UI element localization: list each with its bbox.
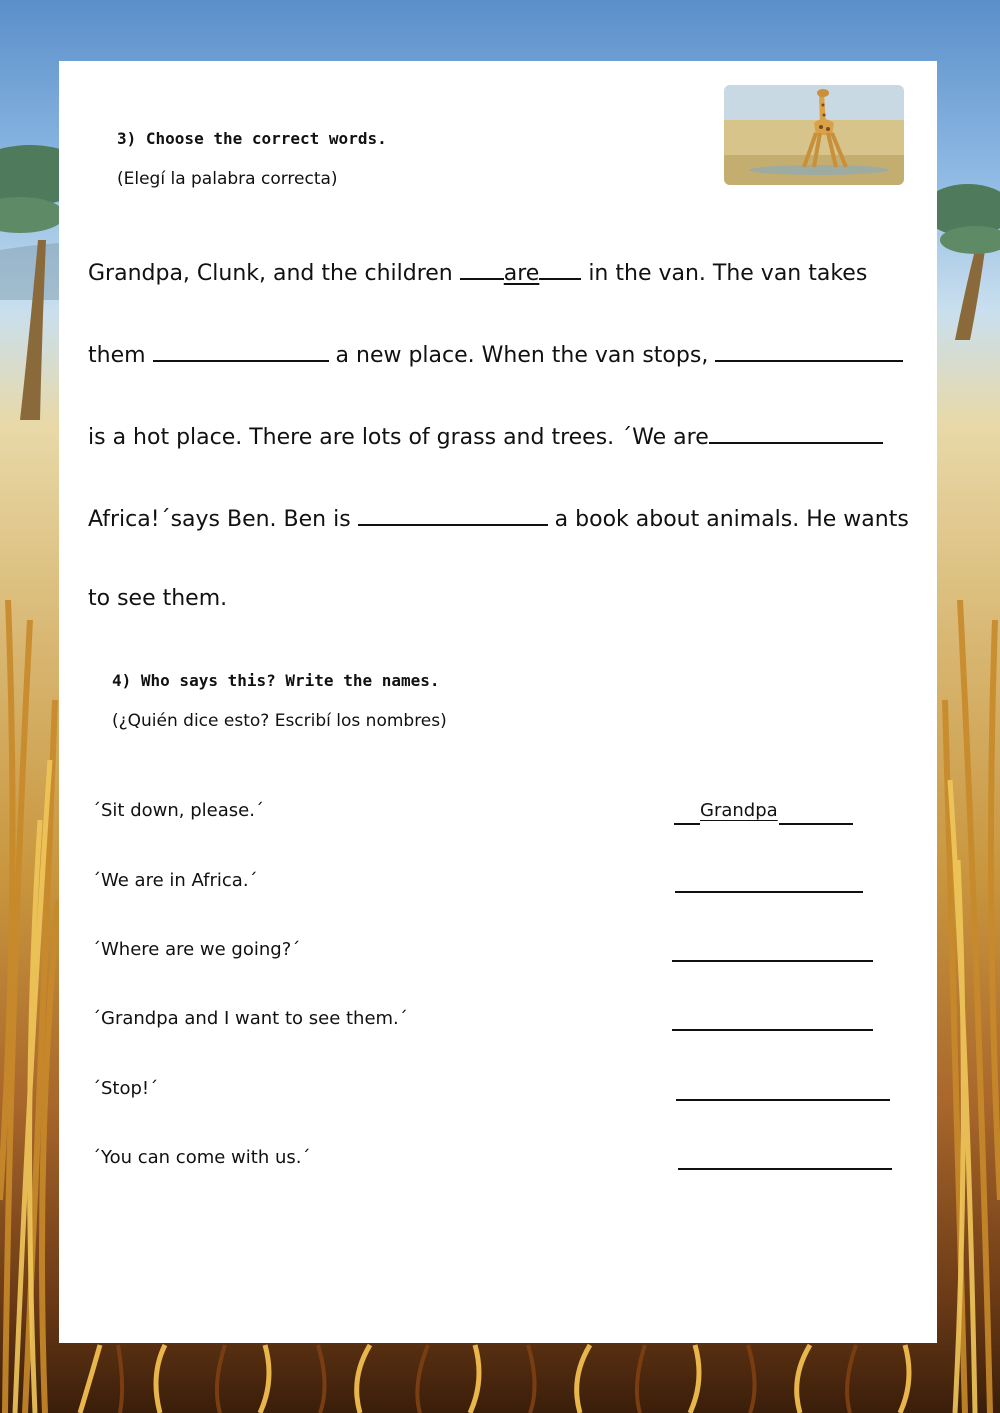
answer-1-tail-line <box>779 823 853 825</box>
answer-1-lead-line <box>674 823 700 825</box>
answer-2-line[interactable] <box>675 891 863 893</box>
worksheet-page <box>59 61 937 1343</box>
paragraph-line-3 <box>88 422 883 450</box>
answer-4-line[interactable] <box>672 1029 873 1031</box>
blank-1-lead <box>460 258 504 280</box>
line-3-text-before: is a hot place. There are lots of grass and trees. ´We are <box>88 425 709 450</box>
quote-5: ´Stop!´ <box>92 1078 159 1099</box>
quote-4: ´Grandpa and I want to see them.´ <box>92 1008 408 1029</box>
blank-4[interactable] <box>709 422 883 444</box>
answer-6-line[interactable] <box>678 1168 892 1170</box>
section-3-subtitle: (Elegí la palabra correcta) <box>117 169 338 189</box>
paragraph-line-2 <box>88 340 903 368</box>
line-2-text-before: them <box>88 343 153 368</box>
line-2-text-middle: a new place. When the van stops, <box>328 343 716 368</box>
answer-5-line[interactable] <box>676 1099 890 1101</box>
answer-3-line[interactable] <box>672 960 873 962</box>
answer-1[interactable]: Grandpa <box>700 800 778 821</box>
giraffe-illustration <box>724 85 904 185</box>
blank-2[interactable] <box>153 340 329 362</box>
blank-1-tail <box>539 258 581 280</box>
blank-5[interactable] <box>358 504 548 526</box>
paragraph-line-4 <box>88 504 909 532</box>
quote-1: ´Sit down, please.´ <box>92 800 264 821</box>
paragraph-line-1 <box>88 258 867 286</box>
line-5-text: to see them. <box>88 586 228 611</box>
line-1-text-before: Grandpa, Clunk, and the children <box>88 261 460 286</box>
line-4-text-before: Africa!´says Ben. Ben is <box>88 507 358 532</box>
quote-3: ´Where are we going?´ <box>92 939 301 960</box>
quote-6: ´You can come with us.´ <box>92 1147 311 1168</box>
section-4-subtitle: (¿Quién dice esto? Escribí los nombres) <box>112 711 447 731</box>
blank-3[interactable] <box>715 340 903 362</box>
paragraph-line-5 <box>88 586 227 611</box>
quote-2: ´We are in Africa.´ <box>92 870 258 891</box>
section-4-title: 4) Who says this? Write the names. <box>112 671 440 690</box>
line-4-text-after: a book about animals. He wants <box>547 507 909 532</box>
blank-1-answer[interactable]: are <box>503 261 540 286</box>
line-1-text-after: in the van. The van takes <box>581 261 868 286</box>
section-3-title: 3) Choose the correct words. <box>117 129 387 148</box>
